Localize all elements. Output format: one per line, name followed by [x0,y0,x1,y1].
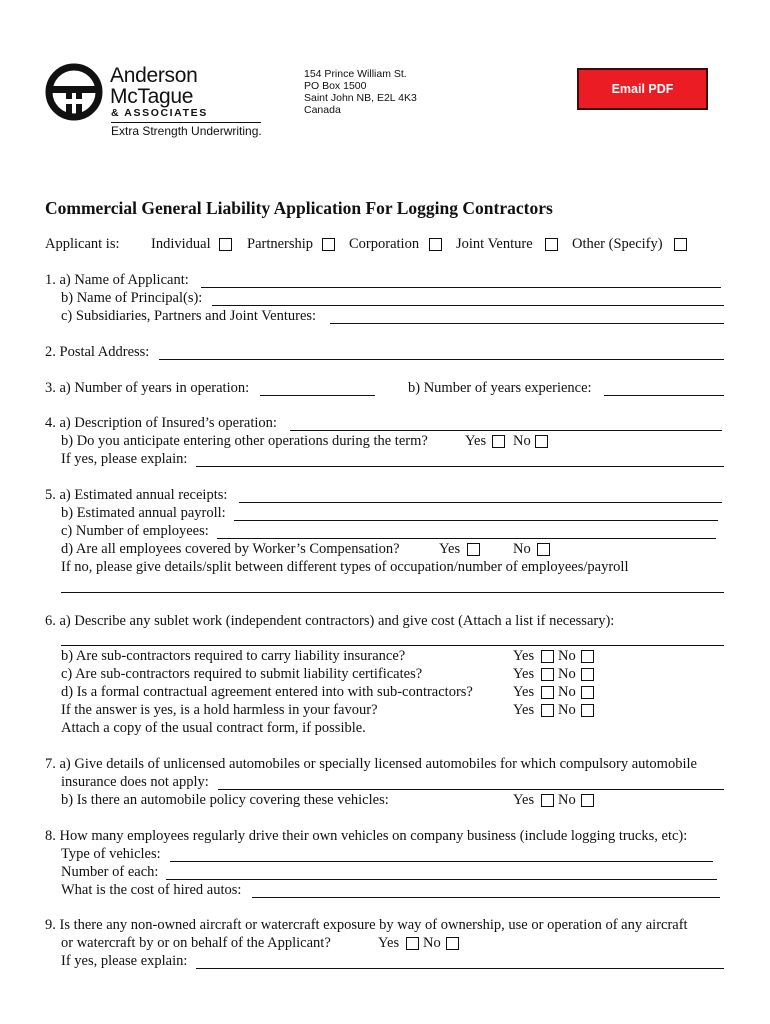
company-name-line2: McTague [110,85,194,108]
address-line-4: Canada [304,104,341,116]
q6d-yes-checkbox[interactable] [541,686,554,699]
applicant-option-label: Partnership [247,236,314,252]
number-of-employees-field[interactable] [217,522,716,539]
postal-address-field[interactable] [159,343,724,360]
annual-payroll-field[interactable] [234,504,718,521]
q9b-label: If yes, please explain: [61,953,188,969]
q6b-yes-checkbox[interactable] [541,650,554,663]
q4b-yes-checkbox[interactable] [492,435,505,448]
q1a-label: 1. a) Name of Applicant: [45,272,189,288]
q6b-label: b) Are sub-contractors required to carry liability insurance? [61,648,406,664]
q5a-label: 5. a) Estimated annual receipts: [45,487,228,503]
no-label: No [423,935,441,951]
applicant-option-label: Corporation [349,236,420,252]
company-name-line1: Anderson [110,64,198,87]
logo-divider [111,122,261,123]
q6c-no-checkbox[interactable] [581,668,594,681]
individual-checkbox[interactable] [219,238,232,251]
no-label: No [558,666,576,682]
q5b-label: b) Estimated annual payroll: [61,505,226,521]
yes-label: Yes [439,541,461,557]
address-line-2: PO Box 1500 [304,80,367,92]
company-name-line3: & ASSOCIATES [111,107,208,119]
q6e-yes-checkbox[interactable] [541,704,554,717]
q6d-no-checkbox[interactable] [581,686,594,699]
q4c-label: If yes, please explain: [61,451,188,467]
q5-details-field[interactable] [61,576,724,593]
no-label: No [558,702,576,718]
hired-autos-cost-field[interactable] [252,881,720,898]
q4b-label: b) Do you anticipate entering other operations during the term? [61,433,428,449]
q9-no-checkbox[interactable] [446,937,459,950]
company-tagline: Extra Strength Underwriting. [111,124,262,138]
subsidiaries-field[interactable] [330,307,724,324]
q9-yes-checkbox[interactable] [406,937,419,950]
principals-field[interactable] [212,289,724,306]
no-label: No [558,792,576,808]
q8d-label: What is the cost of hired autos: [61,882,242,898]
q6d-label: d) Is a formal contractual agreement entered into with sub-contractors? [61,684,473,700]
form-title: Commercial General Liability Application For Logging Contractors [45,198,553,218]
yes-label: Yes [378,935,400,951]
sublet-work-field[interactable] [61,629,724,646]
email-pdf-button[interactable]: Email PDF [577,68,708,110]
q7a-label: 7. a) Give details of unlicensed automobiles or specially licensed automobiles for which compulsory automobile [45,756,697,772]
yes-label: Yes [465,433,487,449]
q3b-label: b) Number of years experience: [408,380,592,396]
q8b-label: Type of vehicles: [61,846,161,862]
company-logo-icon [44,62,104,122]
q2-label: 2. Postal Address: [45,344,150,360]
no-label: No [513,541,531,557]
q9a-label: 9. Is there any non-owned aircraft or watercraft exposure by way of ownership, use or operation of any aircraft [45,917,688,933]
yes-label: Yes [513,792,535,808]
yes-label: Yes [513,702,535,718]
number-of-each-field[interactable] [166,863,717,880]
q8c-label: Number of each: [61,864,159,880]
yes-label: Yes [513,648,535,664]
q4a-label: 4. a) Description of Insured’s operation: [45,415,277,431]
q5d-yes-checkbox[interactable] [467,543,480,556]
years-in-operation-field[interactable] [260,379,375,396]
yes-label: Yes [513,684,535,700]
q4b-no-checkbox[interactable] [535,435,548,448]
applicant-label: Applicant is: [45,236,120,252]
unlicensed-automobiles-field[interactable] [218,773,724,790]
q9a2-label: or watercraft by or on behalf of the Applicant? [61,935,331,951]
no-label: No [558,648,576,664]
q7a2-label: insurance does not apply: [61,774,209,790]
address-line-3: Saint John NB, E2L 4K3 [304,92,417,104]
q9-explain-field[interactable] [196,952,724,969]
joint-venture-checkbox[interactable] [545,238,558,251]
q7b-label: b) Is there an automobile policy covering these vehicles: [61,792,389,808]
address-line-1: 154 Prince William St. [304,68,407,80]
corporation-checkbox[interactable] [429,238,442,251]
q5d-no-checkbox[interactable] [537,543,550,556]
q6b-no-checkbox[interactable] [581,650,594,663]
operation-description-field[interactable] [290,414,722,431]
applicant-name-field[interactable] [201,271,721,288]
q6c-label: c) Are sub-contractors required to submit liability certificates? [61,666,423,682]
no-label: No [513,433,531,449]
q6a-label: 6. a) Describe any sublet work (independent contractors) and give cost (Attach a list if necessary): [45,613,615,629]
yes-label: Yes [513,666,535,682]
no-label: No [558,684,576,700]
q6f-label: Attach a copy of the usual contract form, if possible. [61,720,366,736]
type-of-vehicles-field[interactable] [170,845,713,862]
q8a-label: 8. How many employees regularly drive their own vehicles on company business (include logging trucks, etc): [45,828,688,844]
q4-explain-field[interactable] [196,450,724,467]
q1c-label: c) Subsidiaries, Partners and Joint Ventures: [61,308,317,324]
q5d-label: d) Are all employees covered by Worker’s Compensation? [61,541,400,557]
partnership-checkbox[interactable] [322,238,335,251]
other-specify-checkbox[interactable] [674,238,687,251]
q7b-no-checkbox[interactable] [581,794,594,807]
applicant-option-label: Other (Specify) [572,236,663,252]
q7b-yes-checkbox[interactable] [541,794,554,807]
q1b-label: b) Name of Principal(s): [61,290,203,306]
applicant-option-label: Joint Venture [456,236,533,252]
q6e-no-checkbox[interactable] [581,704,594,717]
q3a-label: 3. a) Number of years in operation: [45,380,250,396]
annual-receipts-field[interactable] [239,486,722,503]
q6c-yes-checkbox[interactable] [541,668,554,681]
q5c-label: c) Number of employees: [61,523,209,539]
q6e-label: If the answer is yes, is a hold harmless in your favour? [61,702,378,718]
q5e-label: If no, please give details/split between different types of occupation/number of employees/payroll [61,559,629,575]
applicant-option-label: Individual [151,236,211,252]
years-experience-field[interactable] [604,379,724,396]
